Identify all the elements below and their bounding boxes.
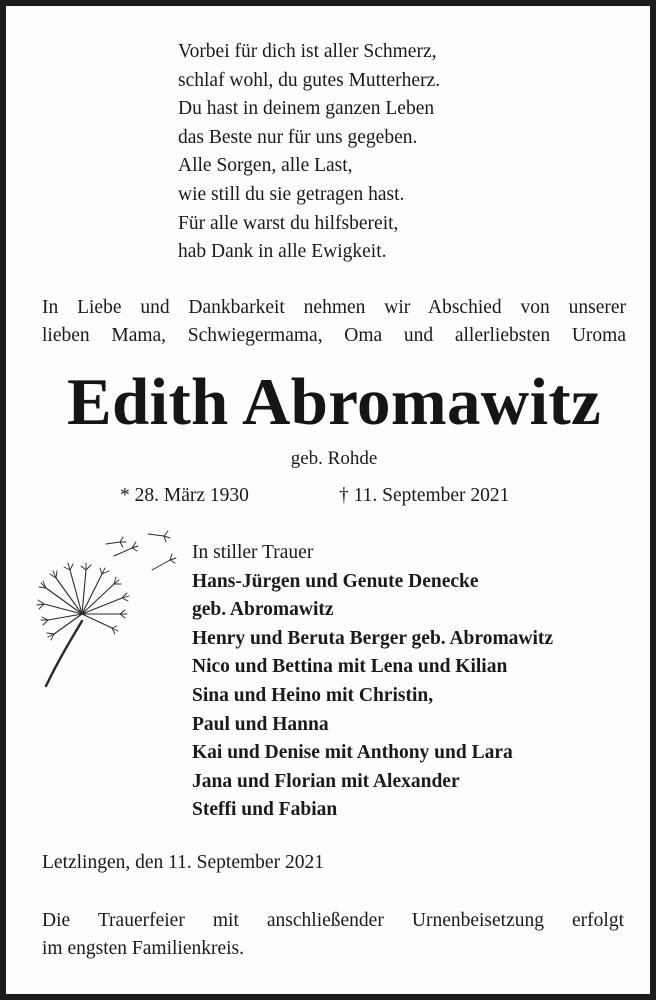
mourners-list bbox=[192, 539, 553, 825]
place-and-date: Letzlingen, den 11. September 2021 bbox=[42, 852, 324, 873]
funeral-line: im engsten Familienkreis. bbox=[42, 938, 245, 959]
poem bbox=[178, 38, 440, 267]
poem-line: Alle Sorgen, alle Last, bbox=[178, 155, 353, 177]
mourner-entry: geb. Abromawitz bbox=[192, 599, 334, 621]
mourner-entry: Kai und Denise mit Anthony und Lara bbox=[192, 742, 513, 764]
mourner-entry: Hans-Jürgen und Genute Denecke bbox=[192, 570, 479, 592]
mourner-entry: Sina und Heino mit Christin, bbox=[192, 684, 434, 706]
intro-line: lieben Mama, Schwiegermama, Oma und allerliebsten Uroma bbox=[42, 325, 626, 346]
intro-line: In Liebe und Dankbarkeit nehmen wir Abschied von unserer bbox=[42, 297, 626, 318]
death-date: † 11. September 2021 bbox=[339, 485, 510, 506]
maiden-name: geb. Rohde bbox=[290, 448, 378, 469]
mourner-entry: Nico und Bettina mit Lena und Kilian bbox=[192, 656, 508, 678]
poem-line: das Beste nur für uns gegeben. bbox=[178, 126, 418, 148]
poem-line: hab Dank in alle Ewigkeit. bbox=[178, 241, 387, 263]
dandelion-icon bbox=[36, 526, 186, 696]
deceased-name: Edith Abromawitz bbox=[66, 365, 602, 439]
mourner-entry: Steffi und Fabian bbox=[192, 799, 338, 821]
poem-line: schlaf wohl, du gutes Mutterherz. bbox=[178, 69, 441, 91]
mourner-entry: Jana und Florian mit Alexander bbox=[192, 770, 460, 792]
poem-line: Du hast in deinem ganzen Leben bbox=[178, 98, 435, 120]
mourner-entry: Paul und Hanna bbox=[192, 713, 329, 735]
poem-line: Für alle warst du hilfsbereit, bbox=[178, 212, 399, 234]
poem-line: Vorbei für dich ist aller Schmerz, bbox=[178, 41, 437, 62]
mourners-heading: In stiller Trauer bbox=[192, 542, 314, 563]
funeral-notice bbox=[42, 907, 624, 963]
poem-line: wie still du sie getragen hast. bbox=[178, 183, 405, 205]
birth-date: * 28. März 1930 bbox=[120, 485, 249, 506]
funeral-line: Die Trauerfeier mit anschließender Urnenbeisetzung erfolgt bbox=[42, 910, 624, 931]
mourner-entry: Henry und Beruta Berger geb. Abromawitz bbox=[192, 627, 554, 649]
farewell-intro bbox=[42, 294, 626, 350]
